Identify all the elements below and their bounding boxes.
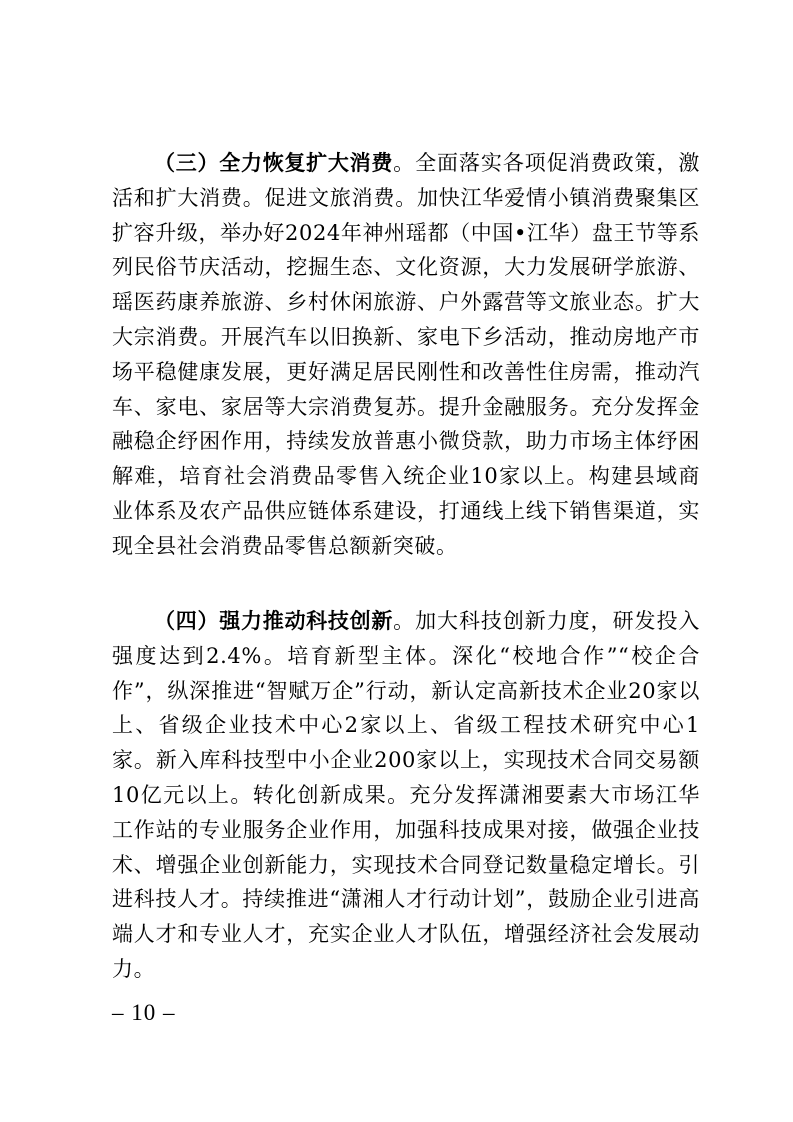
paragraph-innovation — [112, 604, 700, 987]
paragraph-body-innovation: 。加大科技创新力度，研发投入强度达到2.4%。培育新型主体。深化“校地合作”“校企合作”，纵深推进“智赋万企”行动，新认定高新技术企业20家以上、省级企业技术中心2家以上、省级工程技术研究中心1家。新入库科技型中小企业200家以上，实现技术合同交易额10亿元以上。转化创新成果。充分发挥潇湘要素大市场江华工作站的专业服务企业作用，加强科技成果对接，做强企业技术、增强企业创新能力，实现技术合同登记数量稳定增长。引进科技人才。持续推进“潇湘人才行动计划”，鼓励企业引进高端人才和专业人才，充实企业人才队伍，增强经济社会发展动力。 — [112, 609, 700, 981]
paragraph-consumption — [112, 146, 700, 564]
section-heading-innovation: （四）强力推动科技创新 — [154, 609, 394, 633]
paragraph-body-consumption: 。全面落实各项促消费政策，激活和扩大消费。促进文旅消费。加快江华爱情小镇消费聚集区扩容升级，举办好2024年神州瑶都（中国•江华）盘王节等系列民俗节庆活动，挖掘生态、文化资源，大力发展研学旅游、瑶医药康养旅游、乡村休闲旅游、户外露营等文旅业态。扩大大宗消费。开展汽车以旧换新、家电下乡活动，推动房地产市场平稳健康发展，更好满足居民刚性和改善性住房需，推动汽车、家电、家居等大宗消费复苏。提升金融服务。充分发挥金融稳企纾困作用，持续发放普惠小微贷款，助力市场主体纾困解难，培育社会消费品零售入统企业10家以上。构建县域商业体系及农产品供应链体系建设，打通线上线下销售渠道，实现全县社会消费品零售总额新突破。 — [112, 151, 700, 558]
section-heading-consumption: （三）全力恢复扩大消费 — [154, 151, 394, 175]
page-number: – 10 – — [112, 1000, 176, 1025]
